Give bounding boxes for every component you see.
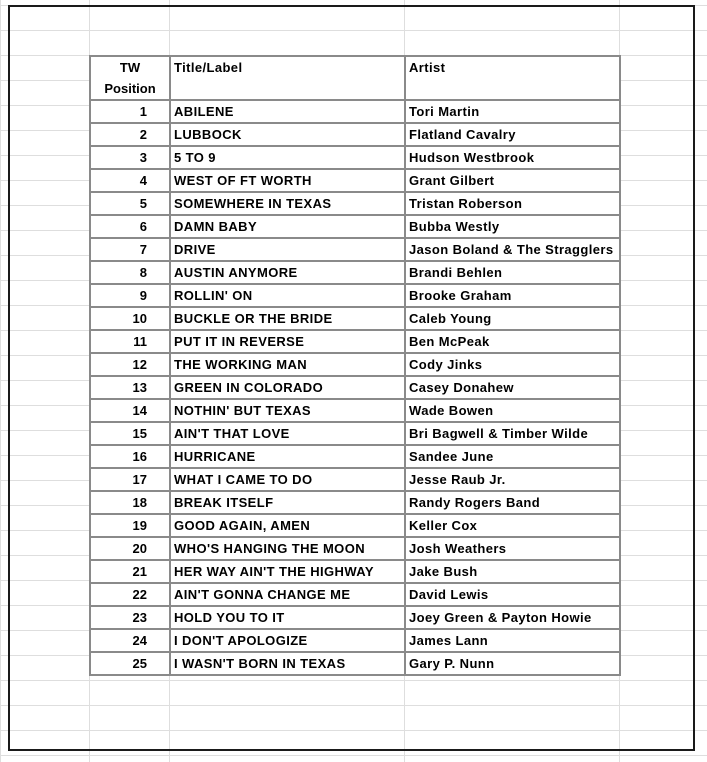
table-row xyxy=(90,376,620,399)
position-cell[interactable]: 14 xyxy=(90,399,170,422)
table-row xyxy=(90,422,620,445)
position-cell[interactable]: 9 xyxy=(90,284,170,307)
table-row xyxy=(90,468,620,491)
position-cell[interactable]: 15 xyxy=(90,422,170,445)
artist-cell[interactable]: Tori Martin xyxy=(405,100,620,123)
artist-cell[interactable]: Brooke Graham xyxy=(405,284,620,307)
artist-cell[interactable]: Hudson Westbrook xyxy=(405,146,620,169)
title-cell[interactable]: DRIVE xyxy=(170,238,405,261)
title-cell[interactable]: WEST OF FT WORTH xyxy=(170,169,405,192)
table-row xyxy=(90,399,620,422)
artist-cell[interactable]: Joey Green & Payton Howie xyxy=(405,606,620,629)
position-cell[interactable]: 6 xyxy=(90,215,170,238)
table-row xyxy=(90,583,620,606)
header-artist-blank[interactable] xyxy=(405,78,620,100)
table-row xyxy=(90,514,620,537)
position-cell[interactable]: 5 xyxy=(90,192,170,215)
title-cell[interactable]: BREAK ITSELF xyxy=(170,491,405,514)
chart-table xyxy=(89,55,621,676)
table-row xyxy=(90,330,620,353)
title-cell[interactable]: THE WORKING MAN xyxy=(170,353,405,376)
header-position-line2[interactable]: Position xyxy=(90,78,170,100)
title-cell[interactable]: PUT IT IN REVERSE xyxy=(170,330,405,353)
position-cell[interactable]: 22 xyxy=(90,583,170,606)
artist-cell[interactable]: Bri Bagwell & Timber Wilde xyxy=(405,422,620,445)
artist-cell[interactable]: Bubba Westly xyxy=(405,215,620,238)
position-cell[interactable]: 25 xyxy=(90,652,170,675)
position-cell[interactable]: 19 xyxy=(90,514,170,537)
position-cell[interactable]: 8 xyxy=(90,261,170,284)
artist-cell[interactable]: Flatland Cavalry xyxy=(405,123,620,146)
title-cell[interactable]: GREEN IN COLORADO xyxy=(170,376,405,399)
artist-cell[interactable]: Jason Boland & The Stragglers xyxy=(405,238,620,261)
table-row xyxy=(90,238,620,261)
table-row xyxy=(90,146,620,169)
artist-cell[interactable]: Gary P. Nunn xyxy=(405,652,620,675)
header-position-line1[interactable]: TW xyxy=(90,56,170,78)
table-row xyxy=(90,560,620,583)
position-cell[interactable]: 12 xyxy=(90,353,170,376)
header-title-label[interactable]: Title/Label xyxy=(170,56,405,78)
table-row xyxy=(90,169,620,192)
title-cell[interactable]: I WASN'T BORN IN TEXAS xyxy=(170,652,405,675)
artist-cell[interactable]: Keller Cox xyxy=(405,514,620,537)
title-cell[interactable]: HURRICANE xyxy=(170,445,405,468)
artist-cell[interactable]: Wade Bowen xyxy=(405,399,620,422)
artist-cell[interactable]: Brandi Behlen xyxy=(405,261,620,284)
title-cell[interactable]: SOMEWHERE IN TEXAS xyxy=(170,192,405,215)
title-cell[interactable]: ABILENE xyxy=(170,100,405,123)
artist-cell[interactable]: Grant Gilbert xyxy=(405,169,620,192)
table-row xyxy=(90,652,620,675)
table-row xyxy=(90,100,620,123)
table-row xyxy=(90,123,620,146)
artist-cell[interactable]: Tristan Roberson xyxy=(405,192,620,215)
title-cell[interactable]: 5 TO 9 xyxy=(170,146,405,169)
table-row xyxy=(90,261,620,284)
artist-cell[interactable]: Sandee June xyxy=(405,445,620,468)
title-cell[interactable]: DAMN BABY xyxy=(170,215,405,238)
table-row xyxy=(90,353,620,376)
position-cell[interactable]: 23 xyxy=(90,606,170,629)
artist-cell[interactable]: Ben McPeak xyxy=(405,330,620,353)
position-cell[interactable]: 3 xyxy=(90,146,170,169)
title-cell[interactable]: LUBBOCK xyxy=(170,123,405,146)
position-cell[interactable]: 18 xyxy=(90,491,170,514)
title-cell[interactable]: BUCKLE OR THE BRIDE xyxy=(170,307,405,330)
position-cell[interactable]: 21 xyxy=(90,560,170,583)
title-cell[interactable]: NOTHIN' BUT TEXAS xyxy=(170,399,405,422)
position-cell[interactable]: 13 xyxy=(90,376,170,399)
position-cell[interactable]: 17 xyxy=(90,468,170,491)
artist-cell[interactable]: Caleb Young xyxy=(405,307,620,330)
header-artist-label[interactable]: Artist xyxy=(405,56,620,78)
position-cell[interactable]: 11 xyxy=(90,330,170,353)
position-cell[interactable]: 10 xyxy=(90,307,170,330)
position-cell[interactable]: 7 xyxy=(90,238,170,261)
artist-cell[interactable]: Jesse Raub Jr. xyxy=(405,468,620,491)
header-row xyxy=(90,56,620,78)
artist-cell[interactable]: Cody Jinks xyxy=(405,353,620,376)
title-cell[interactable]: AIN'T GONNA CHANGE ME xyxy=(170,583,405,606)
position-cell[interactable]: 4 xyxy=(90,169,170,192)
artist-cell[interactable]: James Lann xyxy=(405,629,620,652)
position-cell[interactable]: 1 xyxy=(90,100,170,123)
title-cell[interactable]: AUSTIN ANYMORE xyxy=(170,261,405,284)
title-cell[interactable]: HER WAY AIN'T THE HIGHWAY xyxy=(170,560,405,583)
artist-cell[interactable]: Jake Bush xyxy=(405,560,620,583)
title-cell[interactable]: ROLLIN' ON xyxy=(170,284,405,307)
position-cell[interactable]: 20 xyxy=(90,537,170,560)
position-cell[interactable]: 2 xyxy=(90,123,170,146)
title-cell[interactable]: AIN'T THAT LOVE xyxy=(170,422,405,445)
table-row xyxy=(90,307,620,330)
title-cell[interactable]: I DON'T APOLOGIZE xyxy=(170,629,405,652)
table-row xyxy=(90,491,620,514)
artist-cell[interactable]: Josh Weathers xyxy=(405,537,620,560)
table-row xyxy=(90,192,620,215)
table-row xyxy=(90,215,620,238)
table-row xyxy=(90,537,620,560)
artist-cell[interactable]: David Lewis xyxy=(405,583,620,606)
header-title-blank[interactable] xyxy=(170,78,405,100)
title-cell[interactable]: GOOD AGAIN, AMEN xyxy=(170,514,405,537)
position-cell[interactable]: 16 xyxy=(90,445,170,468)
table-row xyxy=(90,445,620,468)
artist-cell[interactable]: Casey Donahew xyxy=(405,376,620,399)
position-cell[interactable]: 24 xyxy=(90,629,170,652)
table-row xyxy=(90,284,620,307)
header-row-continued xyxy=(90,78,620,100)
title-cell[interactable]: WHAT I CAME TO DO xyxy=(170,468,405,491)
title-cell[interactable]: WHO'S HANGING THE MOON xyxy=(170,537,405,560)
table-row xyxy=(90,606,620,629)
table-row xyxy=(90,629,620,652)
title-cell[interactable]: HOLD YOU TO IT xyxy=(170,606,405,629)
artist-cell[interactable]: Randy Rogers Band xyxy=(405,491,620,514)
